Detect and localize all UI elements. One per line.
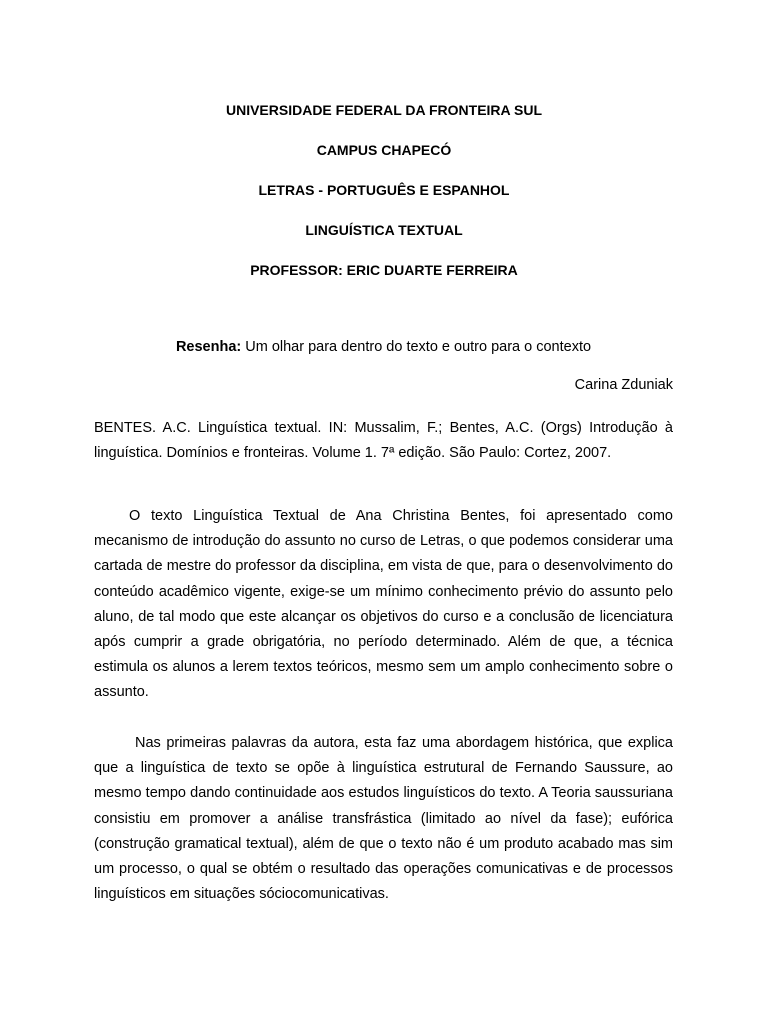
review-title-text: Um olhar para dentro do texto e outro para o contexto <box>245 339 592 355</box>
professor-heading: PROFESSOR: ERIC DUARTE FERREIRA <box>250 262 518 278</box>
course-heading: LETRAS - PORTUGUÊS E ESPANHOL <box>258 182 510 198</box>
discipline-heading: LINGUÍSTICA TEXTUAL <box>305 222 463 238</box>
body-paragraph-1: O texto Linguística Textual de Ana Christina Bentes, foi apresentado como mecanismo de introdução do assunto no curso de Letras, o que podemos considerar uma cartada de mestre do professor da disciplina, em vista de que, para o desenvolvimento do conteúdo acadêmico vigente, exige-se um mínimo conhecimento prévio do assunto pelo aluno, de tal modo que este alcançar os objetivos do curso e a conclusão de licenciatura após cumprir a grade obrigatória, no período determinado. Além de que, a técnica estimula os alunos a lerem textos teóricos, mesmo sem um amplo conhecimento sobre o assunto. <box>94 508 673 701</box>
bibliographic-reference: BENTES. A.C. Linguística textual. IN: Mussalim, F.; Bentes, A.C. (Orgs) Introdução à linguística. Domínios e fronteiras. Volume 1. 7ª edição. São Paulo: Cortez, 2007. <box>94 420 673 461</box>
review-label: Resenha: <box>175 339 242 355</box>
body-paragraph-2: Nas primeiras palavras da autora, esta faz uma abordagem histórica, que explica que a linguística de texto se opõe à linguística estrutural de Fernando Saussure, ao mesmo tempo dando continuidade aos estudos linguísticos do texto. A Teoria saussuriana consistiu em promover a análise transfrástica (limitado ao nível da fase); eufórica (construção gramatical textual), além de que o texto não é um produto acabado mas sim um processo, o qual se obtém o resultado das operações comunicativas e de processos linguísticos em situações sóciocomunicativas. <box>94 735 673 903</box>
review-title <box>94 338 673 356</box>
review-author: Carina Zduniak <box>574 377 673 393</box>
campus-heading: CAMPUS CHAPECÓ <box>316 142 452 158</box>
university-heading: UNIVERSIDADE FEDERAL DA FRONTEIRA SUL <box>225 102 543 118</box>
